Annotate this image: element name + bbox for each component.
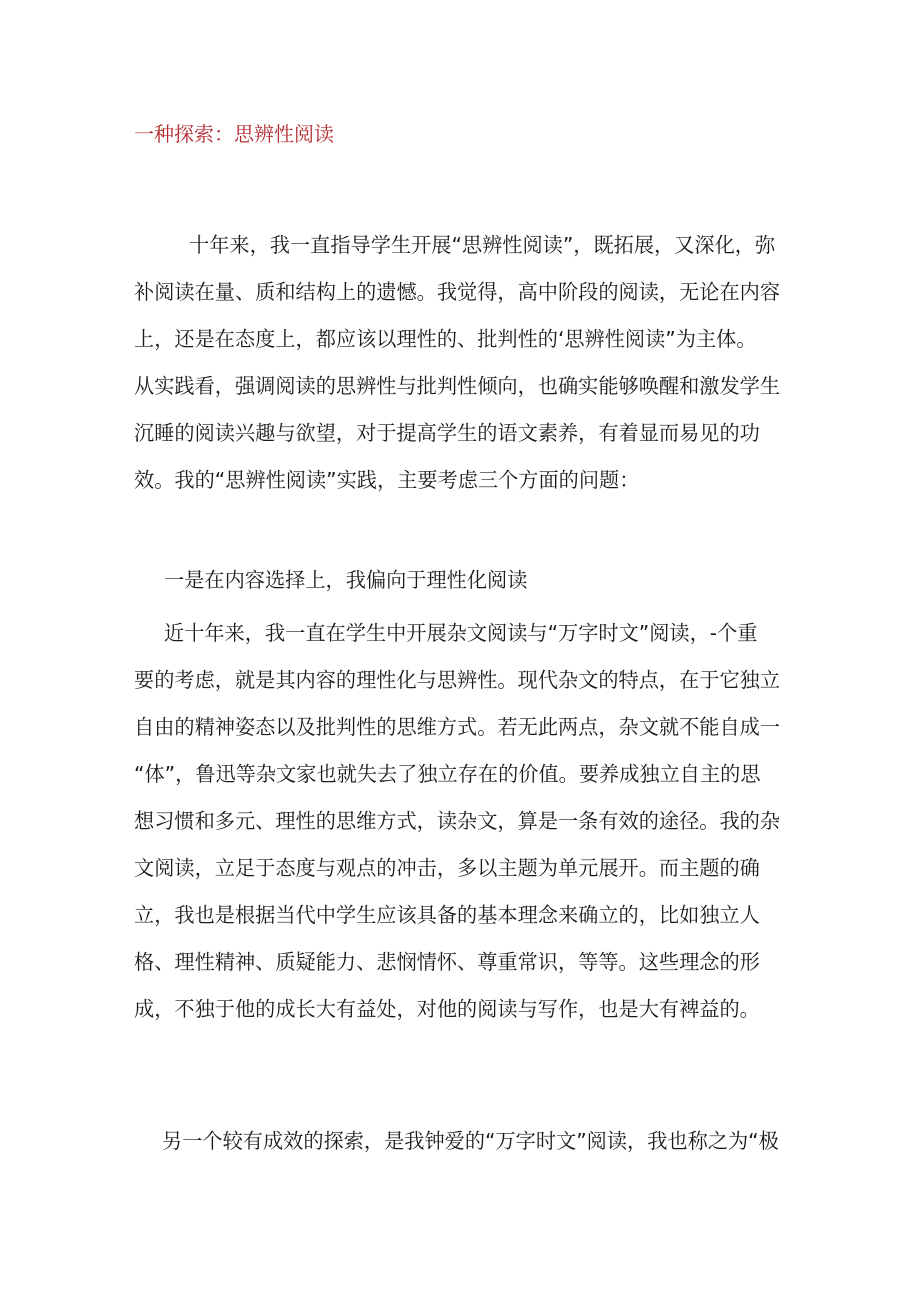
text-line: 近十年来，我一直在学生中开展杂文阅读与“万字时文”阅读，-个重 (164, 621, 758, 645)
text-line: 另一个较有成效的探索，是我钟爱的“万字时文”阅读，我也称之为“极 (162, 1129, 779, 1153)
text-line: 上，还是在态度上，都应该以理性的、批判性的‘思辨性阅读”为主体。 (134, 327, 757, 351)
paragraph-wanzi-reading (134, 1118, 794, 1165)
text-line: “体”，鲁迅等杂文家也就失去了独立存在的价值。要养成独立自主的思 (134, 762, 761, 786)
text-line: 自由的精神姿态以及批判性的思维方式。若无此两点，杂文就不能自成一 (134, 715, 781, 739)
text-line: 立，我也是根据当代中学生应该具备的基本理念来确立的，比如独立人 (134, 903, 760, 927)
text-line: 成，不独于他的成长大有益处，对他的阅读与写作，也是大有裨益的。 (134, 997, 760, 1021)
text-line: 补阅读在量、质和结构上的遗憾。我觉得，高中阶段的阅读，无论在内容 (134, 280, 781, 304)
section-heading-content-selection (134, 557, 794, 604)
text-line: 想习惯和多元、理性的思维方式，读杂文，算是一条有效的途径。我的杂 (134, 809, 781, 833)
document-title: 一种探索：思辨性阅读 (134, 122, 334, 146)
text-line: 一是在内容选择上，我偏向于理性化阅读 (164, 568, 528, 592)
text-line: 效。我的“思辨性阅读”实践，主要考虑三个方面的问题： (134, 468, 640, 492)
text-line: 要的考虑，就是其内容的理性化与思辨性。现代杂文的特点，在于它独立 (134, 668, 781, 692)
text-line: 格、理性精神、质疑能力、悲悯情怀、尊重常识，等等。这些理念的形 (134, 950, 760, 974)
paragraph-intro (134, 222, 794, 504)
paragraph-essay-reading (134, 610, 794, 1033)
text-line: 沉睡的阅读兴趣与欲望，对于提高学生的语文素养，有着显而易见的功 (134, 421, 760, 445)
text-line: 文阅读，立足于态度与观点的冲击，多以主题为单元展开。而主题的确 (134, 856, 760, 880)
text-line: 从实践看，强调阅读的思辨性与批判性倾向，也确实能够唤醒和激发学生 (134, 374, 781, 398)
text-line: 十年来，我一直指导学生开展“思辨性阅读”，既拓展，又深化，弥 (189, 233, 776, 257)
